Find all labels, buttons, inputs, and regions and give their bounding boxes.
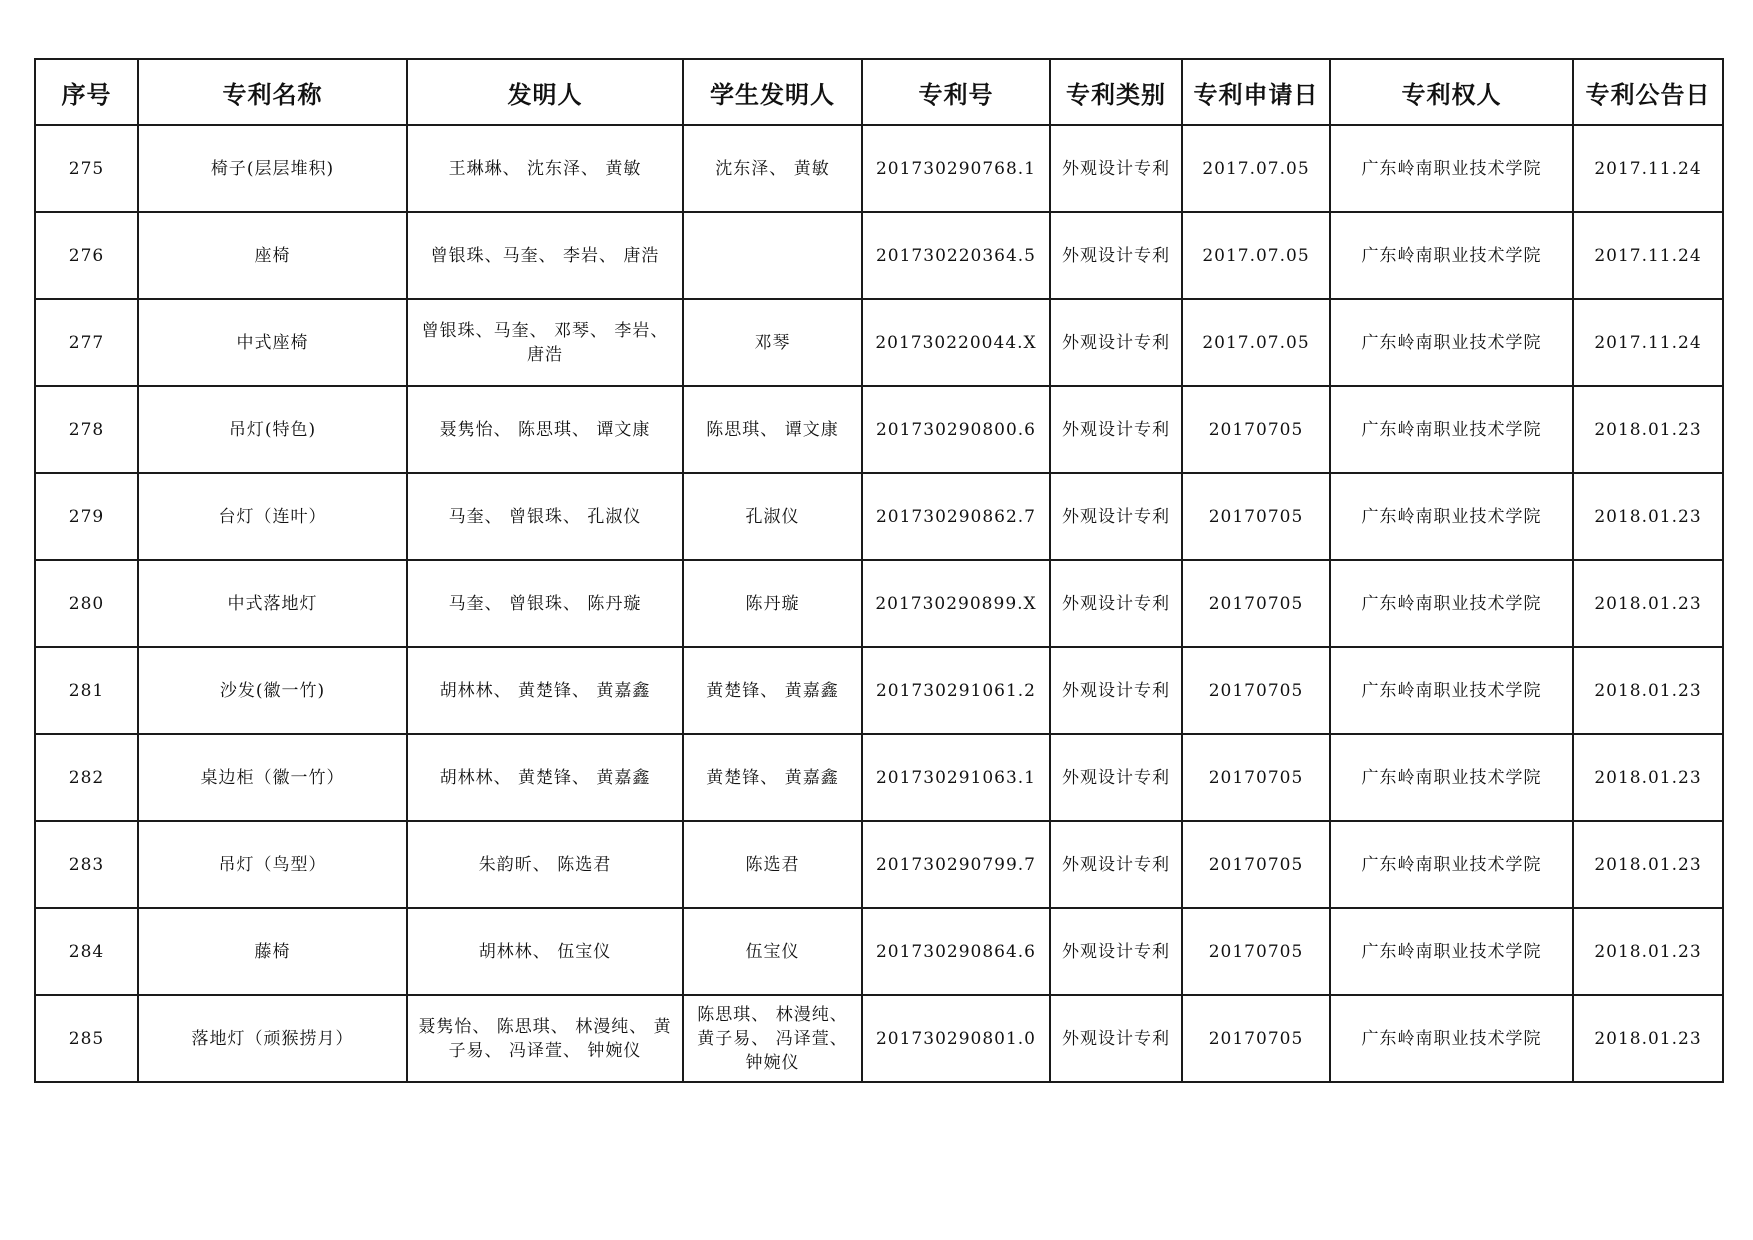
table-row bbox=[35, 908, 1723, 995]
header-student-inventors: 学生发明人 bbox=[683, 59, 862, 125]
row-publication-date: 2018.01.23 bbox=[1573, 386, 1723, 473]
table-row bbox=[35, 647, 1723, 734]
header-index: 序号 bbox=[35, 59, 138, 125]
row-publication-date: 2017.11.24 bbox=[1573, 212, 1723, 299]
row-patent-holder: 广东岭南职业技术学院 bbox=[1330, 212, 1573, 299]
row-student-inventors: 黄楚锋、 黄嘉鑫 bbox=[683, 734, 862, 821]
row-patent-category: 外观设计专利 bbox=[1050, 386, 1182, 473]
row-publication-date: 2017.11.24 bbox=[1573, 299, 1723, 386]
header-patent-number: 专利号 bbox=[862, 59, 1050, 125]
row-inventors: 王琳琳、 沈东泽、 黄敏 bbox=[407, 125, 683, 212]
row-publication-date: 2017.11.24 bbox=[1573, 125, 1723, 212]
row-inventors: 聂隽怡、 陈思琪、 林漫纯、 黄子易、 冯译萱、 钟婉仪 bbox=[407, 995, 683, 1082]
row-index: 285 bbox=[35, 995, 138, 1082]
patent-table bbox=[34, 58, 1724, 1083]
row-inventors: 胡林林、 伍宝仪 bbox=[407, 908, 683, 995]
row-inventors: 曾银珠、马奎、 邓琴、 李岩、 唐浩 bbox=[407, 299, 683, 386]
row-publication-date: 2018.01.23 bbox=[1573, 995, 1723, 1082]
row-patent-category: 外观设计专利 bbox=[1050, 125, 1182, 212]
row-patent-category: 外观设计专利 bbox=[1050, 212, 1182, 299]
row-index: 282 bbox=[35, 734, 138, 821]
row-patent-name: 落地灯（顽猴捞月） bbox=[138, 995, 407, 1082]
row-patent-name: 中式座椅 bbox=[138, 299, 407, 386]
header-filing-date: 专利申请日 bbox=[1182, 59, 1330, 125]
table-row bbox=[35, 821, 1723, 908]
row-filing-date: 20170705 bbox=[1182, 734, 1330, 821]
row-inventors: 曾银珠、马奎、 李岩、 唐浩 bbox=[407, 212, 683, 299]
row-filing-date: 20170705 bbox=[1182, 821, 1330, 908]
row-filing-date: 20170705 bbox=[1182, 560, 1330, 647]
row-patent-holder: 广东岭南职业技术学院 bbox=[1330, 908, 1573, 995]
row-publication-date: 2018.01.23 bbox=[1573, 908, 1723, 995]
row-student-inventors: 陈思琪、 谭文康 bbox=[683, 386, 862, 473]
row-filing-date: 2017.07.05 bbox=[1182, 212, 1330, 299]
row-student-inventors: 黄楚锋、 黄嘉鑫 bbox=[683, 647, 862, 734]
table-row bbox=[35, 734, 1723, 821]
row-student-inventors bbox=[683, 212, 862, 299]
row-patent-holder: 广东岭南职业技术学院 bbox=[1330, 386, 1573, 473]
row-patent-holder: 广东岭南职业技术学院 bbox=[1330, 734, 1573, 821]
row-inventors: 马奎、 曾银珠、 孔淑仪 bbox=[407, 473, 683, 560]
table-row bbox=[35, 212, 1723, 299]
header-inventors: 发明人 bbox=[407, 59, 683, 125]
row-filing-date: 2017.07.05 bbox=[1182, 299, 1330, 386]
row-student-inventors: 伍宝仪 bbox=[683, 908, 862, 995]
row-patent-holder: 广东岭南职业技术学院 bbox=[1330, 473, 1573, 560]
row-filing-date: 20170705 bbox=[1182, 647, 1330, 734]
row-patent-number: 201730291063.1 bbox=[862, 734, 1050, 821]
row-student-inventors: 陈丹璇 bbox=[683, 560, 862, 647]
row-patent-name: 台灯（连叶） bbox=[138, 473, 407, 560]
row-patent-category: 外观设计专利 bbox=[1050, 473, 1182, 560]
row-publication-date: 2018.01.23 bbox=[1573, 473, 1723, 560]
row-patent-holder: 广东岭南职业技术学院 bbox=[1330, 560, 1573, 647]
row-student-inventors: 孔淑仪 bbox=[683, 473, 862, 560]
row-patent-holder: 广东岭南职业技术学院 bbox=[1330, 299, 1573, 386]
row-patent-number: 201730290862.7 bbox=[862, 473, 1050, 560]
row-patent-name: 沙发(徽一竹) bbox=[138, 647, 407, 734]
row-publication-date: 2018.01.23 bbox=[1573, 734, 1723, 821]
row-patent-number: 201730290864.6 bbox=[862, 908, 1050, 995]
row-patent-number: 201730291061.2 bbox=[862, 647, 1050, 734]
row-patent-number: 201730220364.5 bbox=[862, 212, 1050, 299]
row-patent-number: 201730290799.7 bbox=[862, 821, 1050, 908]
row-inventors: 胡林林、 黄楚锋、 黄嘉鑫 bbox=[407, 647, 683, 734]
table-row bbox=[35, 386, 1723, 473]
row-patent-name: 桌边柜（徽一竹） bbox=[138, 734, 407, 821]
row-patent-name: 藤椅 bbox=[138, 908, 407, 995]
header-patent-name: 专利名称 bbox=[138, 59, 407, 125]
table-row bbox=[35, 473, 1723, 560]
row-patent-name: 吊灯(特色) bbox=[138, 386, 407, 473]
row-inventors: 朱韵昕、 陈选君 bbox=[407, 821, 683, 908]
row-publication-date: 2018.01.23 bbox=[1573, 647, 1723, 734]
header-patent-holder: 专利权人 bbox=[1330, 59, 1573, 125]
row-filing-date: 20170705 bbox=[1182, 386, 1330, 473]
row-publication-date: 2018.01.23 bbox=[1573, 821, 1723, 908]
row-patent-number: 201730220044.X bbox=[862, 299, 1050, 386]
row-patent-holder: 广东岭南职业技术学院 bbox=[1330, 647, 1573, 734]
row-index: 277 bbox=[35, 299, 138, 386]
row-patent-name: 座椅 bbox=[138, 212, 407, 299]
row-index: 276 bbox=[35, 212, 138, 299]
row-patent-number: 201730290899.X bbox=[862, 560, 1050, 647]
row-patent-holder: 广东岭南职业技术学院 bbox=[1330, 995, 1573, 1082]
row-patent-category: 外观设计专利 bbox=[1050, 560, 1182, 647]
row-student-inventors: 陈思琪、 林漫纯、 黄子易、 冯译萱、 钟婉仪 bbox=[683, 995, 862, 1082]
row-patent-category: 外观设计专利 bbox=[1050, 995, 1182, 1082]
row-index: 280 bbox=[35, 560, 138, 647]
row-filing-date: 20170705 bbox=[1182, 908, 1330, 995]
row-student-inventors: 陈选君 bbox=[683, 821, 862, 908]
row-patent-name: 椅子(层层堆积) bbox=[138, 125, 407, 212]
table-row bbox=[35, 995, 1723, 1082]
table-header-row bbox=[35, 59, 1723, 125]
table-row bbox=[35, 125, 1723, 212]
row-index: 284 bbox=[35, 908, 138, 995]
row-student-inventors: 沈东泽、 黄敏 bbox=[683, 125, 862, 212]
row-patent-number: 201730290768.1 bbox=[862, 125, 1050, 212]
row-patent-category: 外观设计专利 bbox=[1050, 734, 1182, 821]
row-filing-date: 20170705 bbox=[1182, 473, 1330, 560]
row-patent-category: 外观设计专利 bbox=[1050, 299, 1182, 386]
header-patent-category: 专利类别 bbox=[1050, 59, 1182, 125]
row-student-inventors: 邓琴 bbox=[683, 299, 862, 386]
row-patent-number: 201730290800.6 bbox=[862, 386, 1050, 473]
row-patent-category: 外观设计专利 bbox=[1050, 647, 1182, 734]
row-publication-date: 2018.01.23 bbox=[1573, 560, 1723, 647]
table-row bbox=[35, 560, 1723, 647]
row-filing-date: 2017.07.05 bbox=[1182, 125, 1330, 212]
header-publication-date: 专利公告日 bbox=[1573, 59, 1723, 125]
row-patent-number: 201730290801.0 bbox=[862, 995, 1050, 1082]
row-inventors: 胡林林、 黄楚锋、 黄嘉鑫 bbox=[407, 734, 683, 821]
row-patent-category: 外观设计专利 bbox=[1050, 908, 1182, 995]
row-patent-name: 吊灯（鸟型） bbox=[138, 821, 407, 908]
row-inventors: 马奎、 曾银珠、 陈丹璇 bbox=[407, 560, 683, 647]
row-index: 281 bbox=[35, 647, 138, 734]
row-index: 278 bbox=[35, 386, 138, 473]
row-patent-category: 外观设计专利 bbox=[1050, 821, 1182, 908]
row-index: 283 bbox=[35, 821, 138, 908]
table-row bbox=[35, 299, 1723, 386]
row-inventors: 聂隽怡、 陈思琪、 谭文康 bbox=[407, 386, 683, 473]
row-filing-date: 20170705 bbox=[1182, 995, 1330, 1082]
row-index: 275 bbox=[35, 125, 138, 212]
row-patent-holder: 广东岭南职业技术学院 bbox=[1330, 821, 1573, 908]
row-patent-name: 中式落地灯 bbox=[138, 560, 407, 647]
row-patent-holder: 广东岭南职业技术学院 bbox=[1330, 125, 1573, 212]
row-index: 279 bbox=[35, 473, 138, 560]
